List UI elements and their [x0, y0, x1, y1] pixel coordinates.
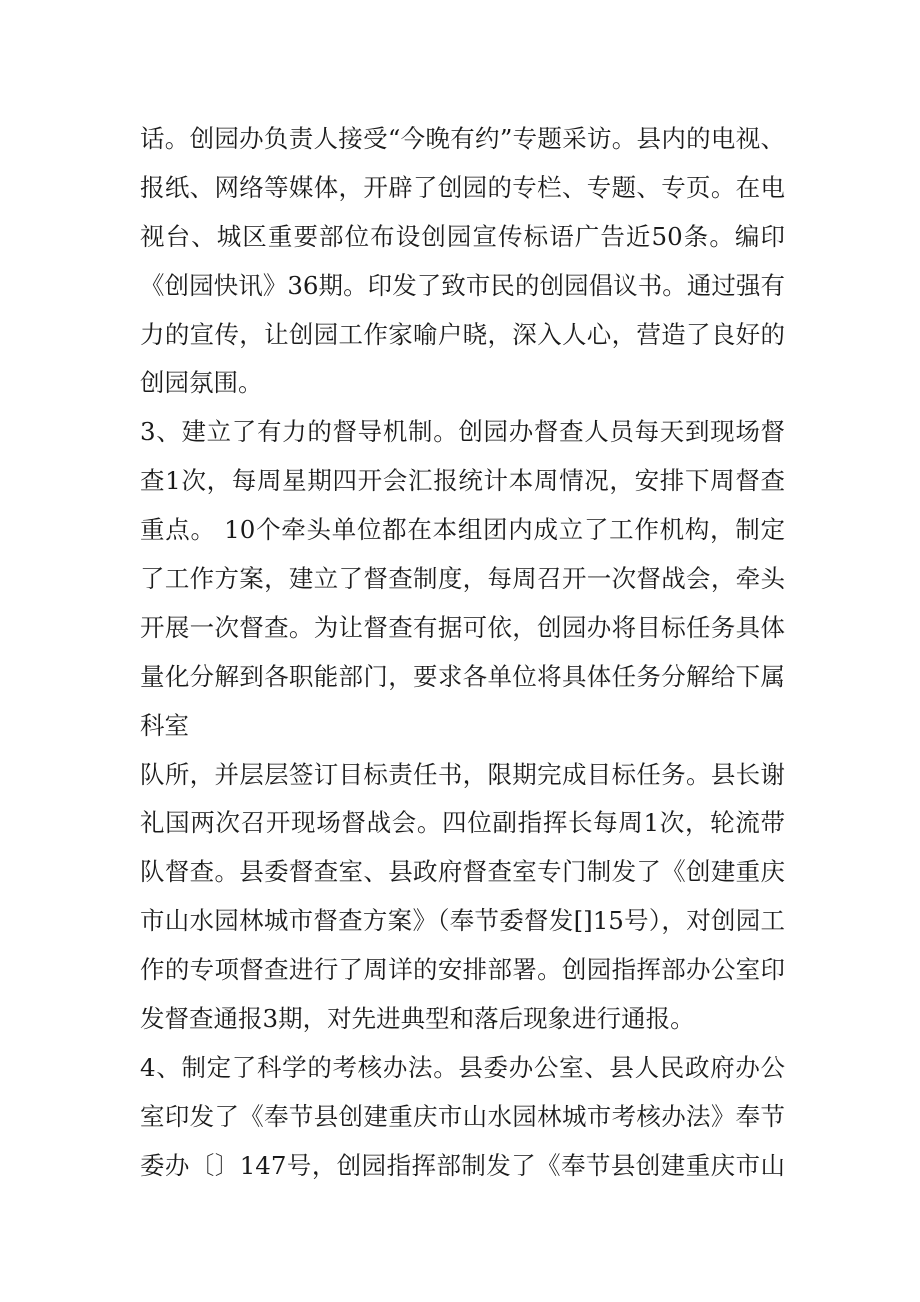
text-line: 《创园快讯》36期。印发了致市民的创园倡议书。通过强有	[140, 270, 785, 300]
text-line: 4、制定了科学的考核办法。县委办公室、县人民政府办公	[140, 1052, 785, 1082]
text-line: 3、建立了有力的督导机制。创园办督查人员每天到现场督	[140, 417, 785, 447]
text-line: 发督查通报3期，对先进典型和落后现象进行通报。	[140, 1004, 695, 1034]
text-line: 了工作方案，建立了督查制度，每周召开一次督战会，牵头	[140, 564, 785, 594]
text-line: 视台、城区重要部位布设创园宣传标语广告近50条。编印	[140, 221, 785, 251]
text-line: 室印发了《奉节县创建重庆市山水园林城市考核办法》奉节	[140, 1101, 785, 1131]
text-line: 科室	[140, 710, 189, 740]
text-line: 礼国两次召开现场督战会。四位副指挥长每周1次，轮流带	[140, 808, 785, 838]
text-line: 查1次，每周星期四开会汇报统计本周情况，安排下周督查	[140, 466, 785, 496]
text-line: 力的宣传，让创园工作家喻户晓，深入人心，营造了良好的	[140, 319, 785, 349]
body-text	[140, 115, 785, 1191]
text-line: 开展一次督查。为让督查有据可依，创园办将目标任务具体	[140, 612, 785, 642]
text-line: 队督查。县委督查室、县政府督查室专门制发了《创建重庆	[140, 857, 785, 887]
text-line: 作的专项督查进行了周详的安排部署。创园指挥部办公室印	[140, 955, 785, 985]
text-line: 话。创园办负责人接受“今晚有约”专题采访。县内的电视、	[140, 124, 785, 153]
text-line: 量化分解到各职能部门，要求各单位将具体任务分解给下属	[140, 661, 785, 691]
text-line: 创园氛围。	[140, 368, 263, 398]
text-line: 队所，并层层签订目标责任书，限期完成目标任务。县长谢	[140, 759, 785, 789]
text-line: 委办〔〕147号，创园指挥部制发了《奉节县创建重庆市山	[140, 1150, 785, 1180]
text-line: 市山水园林城市督查方案》（奉节委督发[]15号），对创园工	[140, 906, 785, 936]
text-line: 报纸、网络等媒体，开辟了创园的专栏、专题、专页。在电	[140, 172, 785, 202]
text-line: 重点。 10个牵头单位都在本组团内成立了工作机构，制定	[140, 515, 785, 545]
